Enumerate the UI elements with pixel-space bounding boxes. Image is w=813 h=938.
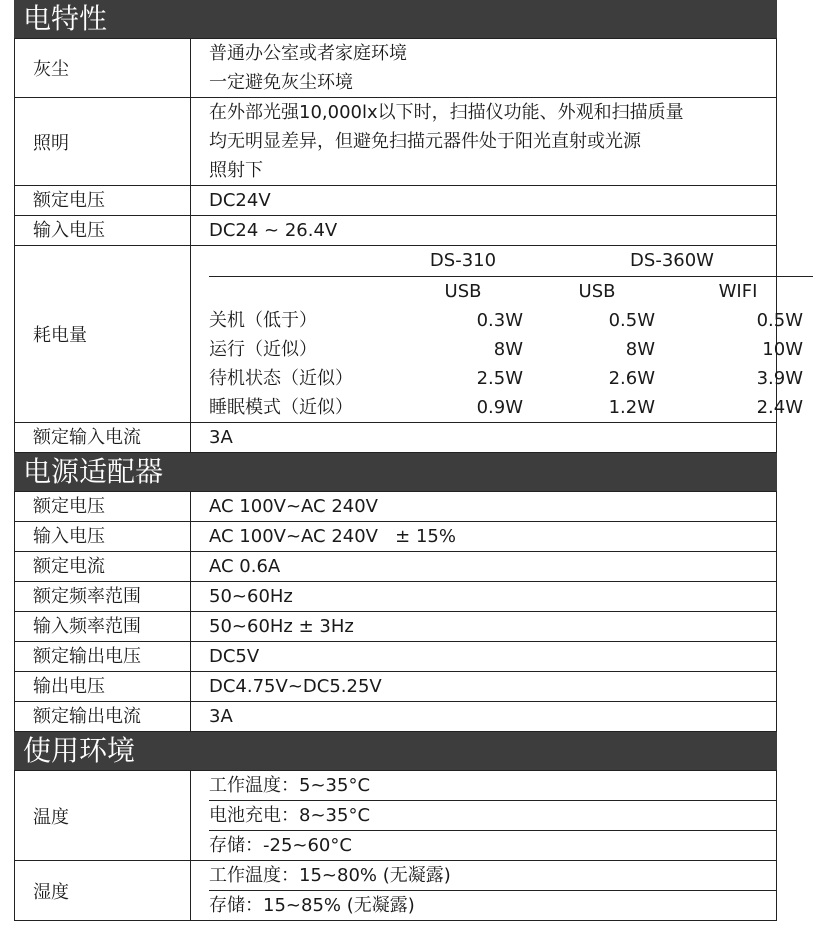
row-key: 额定电流 bbox=[15, 552, 191, 582]
row-key: 输入频率范围 bbox=[15, 612, 191, 642]
row-rated-voltage bbox=[15, 186, 777, 216]
row-key: 湿度 bbox=[15, 861, 191, 921]
value-line: 电池充电：8~35°C bbox=[209, 801, 776, 831]
power-value: 0.5W bbox=[608, 310, 655, 331]
model-ds310: DS-310 bbox=[395, 246, 531, 277]
row-key: 输出电压 bbox=[15, 672, 191, 702]
row-value: 3A bbox=[191, 423, 777, 453]
power-value: 3.9W bbox=[756, 368, 803, 389]
row-key: 额定电压 bbox=[15, 492, 191, 522]
power-grid-blank bbox=[209, 277, 395, 306]
value-line: 普通办公室或者家庭环境 bbox=[209, 43, 407, 64]
value-line: 存储：15~85% (无凝露) bbox=[209, 895, 415, 916]
adapter-row bbox=[15, 672, 777, 702]
row-key: 照明 bbox=[15, 98, 191, 186]
row-value: 50~60Hz ± 3Hz bbox=[191, 612, 777, 642]
row-value: AC 100V~AC 240V bbox=[191, 492, 777, 522]
adapter-row bbox=[15, 702, 777, 732]
row-value bbox=[191, 39, 777, 98]
row-value bbox=[191, 771, 777, 861]
adapter-row bbox=[15, 522, 777, 552]
power-value: 0.3W bbox=[476, 310, 523, 331]
power-row-label: 关机（低于） bbox=[209, 310, 317, 331]
row-value: DC24V bbox=[191, 186, 777, 216]
row-value: 3A bbox=[191, 702, 777, 732]
row-key: 灰尘 bbox=[15, 39, 191, 98]
value-line: 存储：-25~60°C bbox=[209, 835, 352, 856]
value-line: 工作温度：5~35°C bbox=[209, 771, 776, 801]
row-value bbox=[191, 861, 777, 921]
power-row-label: 运行（近似） bbox=[209, 339, 317, 360]
adapter-row bbox=[15, 492, 777, 522]
spec-sheet bbox=[14, 0, 803, 921]
col-usb: USB bbox=[578, 281, 616, 302]
value-line: 工作温度：15~80% (无凝露) bbox=[209, 861, 776, 891]
power-row-label: 睡眠模式（近似） bbox=[209, 397, 353, 418]
row-dust bbox=[15, 39, 777, 98]
power-row-label: 待机状态（近似） bbox=[209, 368, 353, 389]
section-header-electrical: 电特性 bbox=[14, 0, 777, 38]
row-key: 额定输入电流 bbox=[15, 423, 191, 453]
power-value: 1.2W bbox=[608, 397, 655, 418]
row-key: 额定输出电流 bbox=[15, 702, 191, 732]
adapter-row bbox=[15, 552, 777, 582]
row-temperature bbox=[15, 771, 777, 861]
power-grid-cell bbox=[191, 246, 803, 423]
section-header-adapter: 电源适配器 bbox=[14, 453, 777, 491]
row-key: 耗电量 bbox=[15, 246, 191, 423]
row-value bbox=[191, 98, 777, 186]
power-value: 2.6W bbox=[608, 368, 655, 389]
col-wifi: WIFI bbox=[718, 281, 758, 302]
power-value: 2.5W bbox=[476, 368, 523, 389]
row-rated-input-current bbox=[15, 423, 777, 453]
row-key: 输入电压 bbox=[15, 216, 191, 246]
adapter-row bbox=[15, 642, 777, 672]
adapter-table bbox=[14, 491, 777, 732]
row-key: 额定输出电压 bbox=[15, 642, 191, 672]
row-value: AC 100V~AC 240V ± 15% bbox=[191, 522, 777, 552]
row-value: DC5V bbox=[191, 642, 777, 672]
value-line: 均无明显差异，但避免扫描元器件处于阳光直射或光源 bbox=[209, 131, 641, 152]
row-lighting bbox=[15, 98, 777, 186]
power-value: 10W bbox=[762, 339, 803, 360]
power-grid-blank bbox=[209, 246, 395, 277]
power-value: 8W bbox=[625, 339, 655, 360]
adapter-row bbox=[15, 582, 777, 612]
row-key: 输入电压 bbox=[15, 522, 191, 552]
power-value: 2.4W bbox=[756, 397, 803, 418]
environment-table bbox=[14, 770, 777, 921]
electrical-table bbox=[14, 38, 803, 453]
col-usb: USB bbox=[444, 281, 482, 302]
row-humidity bbox=[15, 861, 777, 921]
row-value: DC24 ~ 26.4V bbox=[191, 216, 777, 246]
row-key: 额定频率范围 bbox=[15, 582, 191, 612]
power-value: 0.5W bbox=[756, 310, 803, 331]
row-input-voltage bbox=[15, 216, 777, 246]
section-header-environment: 使用环境 bbox=[14, 732, 777, 770]
row-key: 额定电压 bbox=[15, 186, 191, 216]
row-key: 温度 bbox=[15, 771, 191, 861]
power-grid bbox=[209, 246, 803, 422]
model-ds360w: DS-360W bbox=[531, 246, 813, 277]
power-value: 8W bbox=[493, 339, 523, 360]
row-power-consumption bbox=[15, 246, 777, 423]
power-value: 0.9W bbox=[476, 397, 523, 418]
row-value: DC4.75V~DC5.25V bbox=[191, 672, 777, 702]
value-line: 照射下 bbox=[209, 160, 263, 181]
row-value: AC 0.6A bbox=[191, 552, 777, 582]
adapter-row bbox=[15, 612, 777, 642]
value-line: 一定避免灰尘环境 bbox=[209, 72, 353, 93]
row-value: 50~60Hz bbox=[191, 582, 777, 612]
value-line: 在外部光强10,000lx以下时，扫描仪功能、外观和扫描质量 bbox=[209, 102, 684, 123]
